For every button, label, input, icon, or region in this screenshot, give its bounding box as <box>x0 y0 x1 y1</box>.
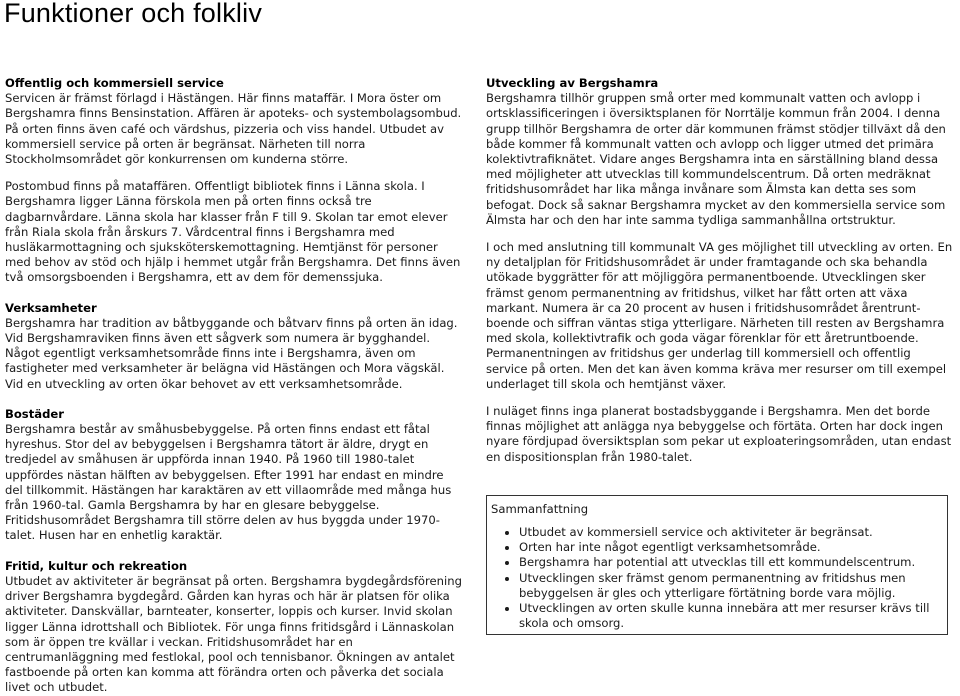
summary-box <box>486 495 948 635</box>
section-heading-fritid: Fritid, kultur och rekreation <box>5 558 188 573</box>
left-column <box>5 76 463 696</box>
section-service <box>5 76 463 286</box>
page-title: Funktioner och folkliv <box>4 0 263 28</box>
summary-item: • Utvecklingen sker främst genom permanentning av fritidshus men bebyggelsen är gles och ytterligare förtätning borde vara möjlig. <box>519 571 943 601</box>
paragraph-utveckling-3: I nuläget finns inga planerat bostadsbyggande i Bergshamra. Men det borde finnas möjlighet att anlägga nya bebyggelse och förtäta. Orten har dock ingen nyare fördjupad översiktsplan som pekar ut exploateringsområden, utan endast en dispositionsplan från 1980-talet. <box>486 404 952 464</box>
section-heading-bostader: Bostäder <box>5 406 64 421</box>
summary-item: • Orten har inte något egentligt verksamhetsområde. <box>519 540 943 555</box>
section-heading-verksamheter: Verksamheter <box>5 300 97 315</box>
paragraph-bostader: Bergshamra består av småhusbebyggelse. På orten finns endast ett fåtal hyreshus. Stor del av bebyggelsen i Bergshamra tätort är äldre, drygt en tredjedel av småhusen är uppförda innan 1940. På 1960 till 1980-talet uppfördes nästan hälften av bebyggelsen. Efter 1991 har endast en mindre del tillkommit. Hästängen har karaktären av ett villaområde med många hus från 1960-tal. Gamla Bergshamra by har en glesare bebyggelse. Fritidshusområdet Bergshamra till större delen av hus byggda under 1970-talet. Husen har en enhetlig karaktär. <box>5 422 452 543</box>
summary-item: • Bergshamra har potential att utvecklas till ett kommundelscentrum. <box>519 555 943 570</box>
section-heading-service: Offentlig och kommersiell service <box>5 76 224 90</box>
paragraph-fritid: Utbudet av aktiviteter är begränsat på orten. Bergshamra bygdegårdsförening driver Bergshamra bygdegård. Gården kan hyras och här är platsen för olika aktiviteter. Danskvällar, barnteater, konserter, loppis och kurser. Invid skolan ligger Länna idrottshall och Bibliotek. För unga finns fritidsgård i Lännaskolan som är öppen tre kvällar i veckan. Fritidshusområdet har en centrumanläggning med festlokal, pool och tennisbanor. Ökningen av antalet fastboende på orten kan komma att förändra orten och påverka det sociala livet och utbudet. <box>5 573 462 695</box>
paragraph-service-1: Servicen är främst förlagd i Hästängen. Här finns mataffär. I Mora öster om Bergshamra finns Bensinstation. Affären är apoteks- och systembolagsombud. På orten finns även café och värdshus, pizzeria och viss handel. Utbudet av kommersiell service på orten är begränsat. Närheten till norra Stockholmsområdet gör konkurrensen om kunderna större. <box>5 91 462 167</box>
section-utveckling <box>486 76 954 465</box>
paragraph-service-2: Postombud finns på mataffären. Offentligt bibliotek finns i Länna skola. I Bergshamra ligger Länna förskola men på orten finns också tre dagbarnvårdare. Länna skola har klasser från F till 9. Skolan tar emot elever från Riala skola från årskurs 7. Vårdcentral finns i Bergshamra med husläkarmottagning och sjuksköterskemottagning. Hemtjänst för personer med behov av stöd och hjälp i hemmet utgår från Bergshamra. Det finns även två omsorgsboenden i Bergshamra, ett av dem för demenssjuka. <box>5 179 461 285</box>
section-heading-utveckling: Utveckling av Bergshamra <box>486 76 659 90</box>
section-verksamheter <box>5 301 463 392</box>
summary-item: • Utvecklingen av orten skulle kunna innebära att mer resurser krävs till skola och omsorg. <box>519 601 943 631</box>
summary-heading: Sammanfattning <box>491 501 589 516</box>
summary-item: • Utbudet av kommersiell service och aktiviteter är begränsat. <box>519 525 943 540</box>
paragraph-utveckling-1: Bergshamra tillhör gruppen små orter med kommunalt vatten och avlopp i ortsklassificeringen i översiktsplanen för Norrtälje kommun från 2004. I denna grupp tillhör Bergshamra de orter där kommunen främst stödjer tillväxt då den både kommer få kommunalt vatten och avlopp och ligger utmed det primära kolektivtrafiknätet. Vidare anges Bergshamra inta en särställning bland dessa med möjligheter att utvecklas till kommundelscentrum. Då orten medräknat fritidshusområdet har lika många invånare som Älmsta kan detta ses som befogat. Dock så saknar Bergshamra mycket av den kommersiella service som Älmsta har och den har inte samma tydliga sammanhållna ortstruktur. <box>486 91 946 227</box>
section-fritid <box>5 559 463 696</box>
section-bostader <box>5 407 463 544</box>
summary-list <box>491 525 943 631</box>
paragraph-verksamheter: Bergshamra har tradition av båtbyggande och båtvarv finns på orten än idag. Vid Bergshamraviken finns även ett sågverk som numera är bygghandel. Något egentligt verksamhetsområde finns inte i Bergshamra, även om fastigheter med verksamheter är belägna vid Hästängen och Mora vägskäl. Vid en utveckling av orten ökar behovet av ett verksamhetsområde. <box>5 315 458 391</box>
paragraph-utveckling-2: I och med anslutning till kommunalt VA ges möjlighet till utveckling av orten. En ny detaljplan för Fritidshusområdet är under framtagande och ska behandla utökade byggrätter för att möjliggöra permanentboende. Utvecklingen sker främst genom permanentning av fritidshus, vilket har fått orten att växa markant. Numera är ca 20 procent av husen i fritidshusområdet årentrunt-boende och siffran väntas stiga ytterligare. Närheten till resten av Bergshamra med skola, kollektivtrafik och goda vägar förenklar för ett åretruntboende. Permanentningen av fritidshus ger underlag till kommersiell och offentlig service på orten. Men det kan även komma kräva mer resurser om till exempel underlaget till skola och hemtjänst växer. <box>486 240 953 391</box>
right-column <box>486 76 954 635</box>
